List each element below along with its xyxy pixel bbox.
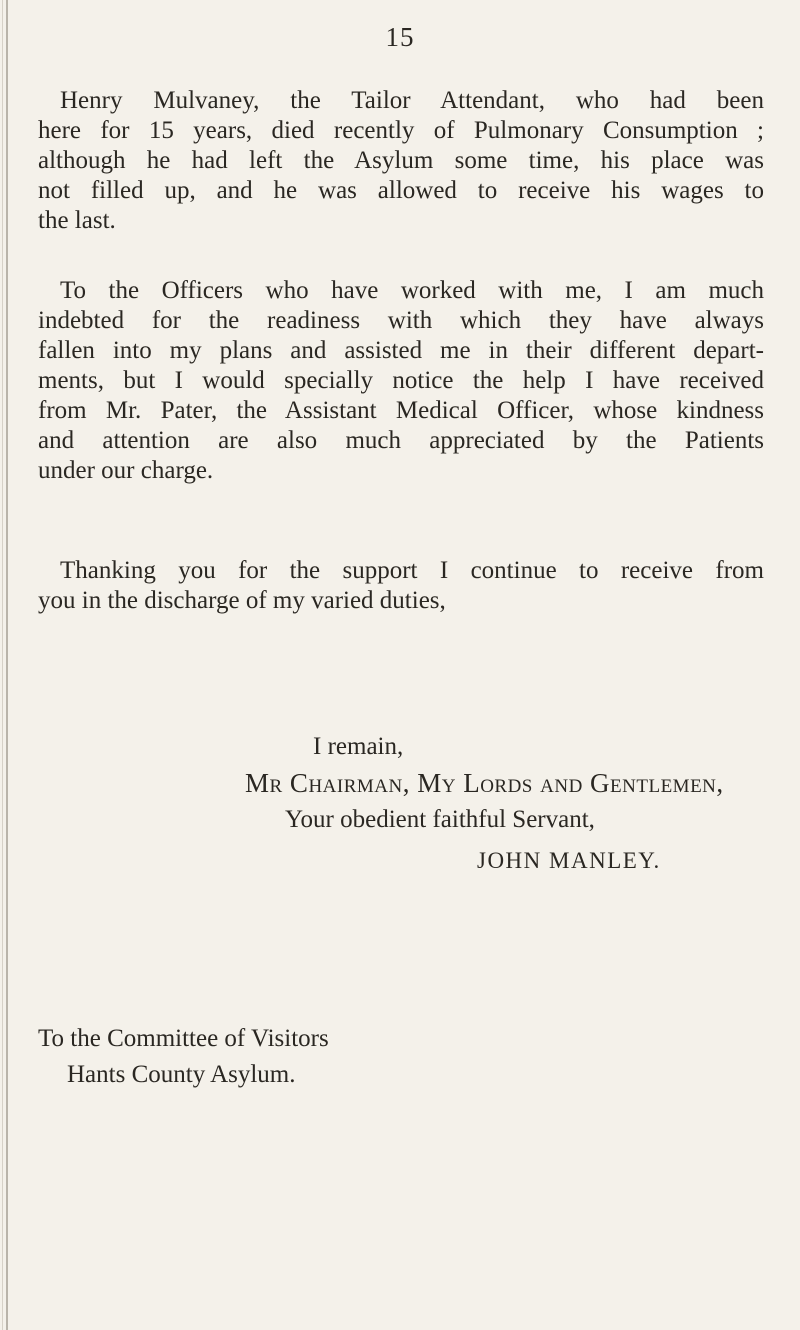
closing-servant: Your obedient faithful Servant, <box>285 806 595 833</box>
text-line: and attention are also much appreciated by the Patients <box>38 427 764 454</box>
paragraph-officers <box>38 276 764 486</box>
text-line: To the Officers who have worked with me, I am much <box>60 277 764 304</box>
addressee-committee: To the Committee of Visitors <box>38 1025 329 1052</box>
text-line: Thanking you for the support I continue to receive from <box>60 557 764 584</box>
text-line: fallen into my plans and assisted me in their different depart- <box>38 337 764 364</box>
paragraph-thanks <box>38 556 764 616</box>
text-line: Henry Mulvaney, the Tailor Attendant, who had been <box>60 87 764 114</box>
binding-edge-line <box>2 0 3 1330</box>
closing-salutation: Mr Chairman, My Lords and Gentlemen, <box>245 768 724 798</box>
text-line: under our charge. <box>38 457 214 484</box>
text-line: from Mr. Pater, the Assistant Medical Officer, whose kindness <box>38 397 764 424</box>
text-line: not filled up, and he was allowed to receive his wages to <box>38 177 764 204</box>
page-number: 15 <box>385 22 415 52</box>
text-line: the last. <box>38 207 116 234</box>
binding-edge-shadow <box>6 0 8 1330</box>
text-line: indebted for the readiness with which they have always <box>38 307 764 334</box>
signature: JOHN MANLEY. <box>477 848 661 873</box>
text-line: you in the discharge of my varied duties, <box>38 587 446 614</box>
addressee-asylum: Hants County Asylum. <box>67 1061 296 1088</box>
paragraph-mulvaney <box>38 86 764 236</box>
text-line: ments, but I would specially notice the help I have received <box>38 367 764 394</box>
closing-remain: I remain, <box>313 733 404 760</box>
text-line: here for 15 years, died recently of Pulmonary Consumption ; <box>38 117 764 144</box>
text-line: although he had left the Asylum some time, his place was <box>38 147 764 174</box>
